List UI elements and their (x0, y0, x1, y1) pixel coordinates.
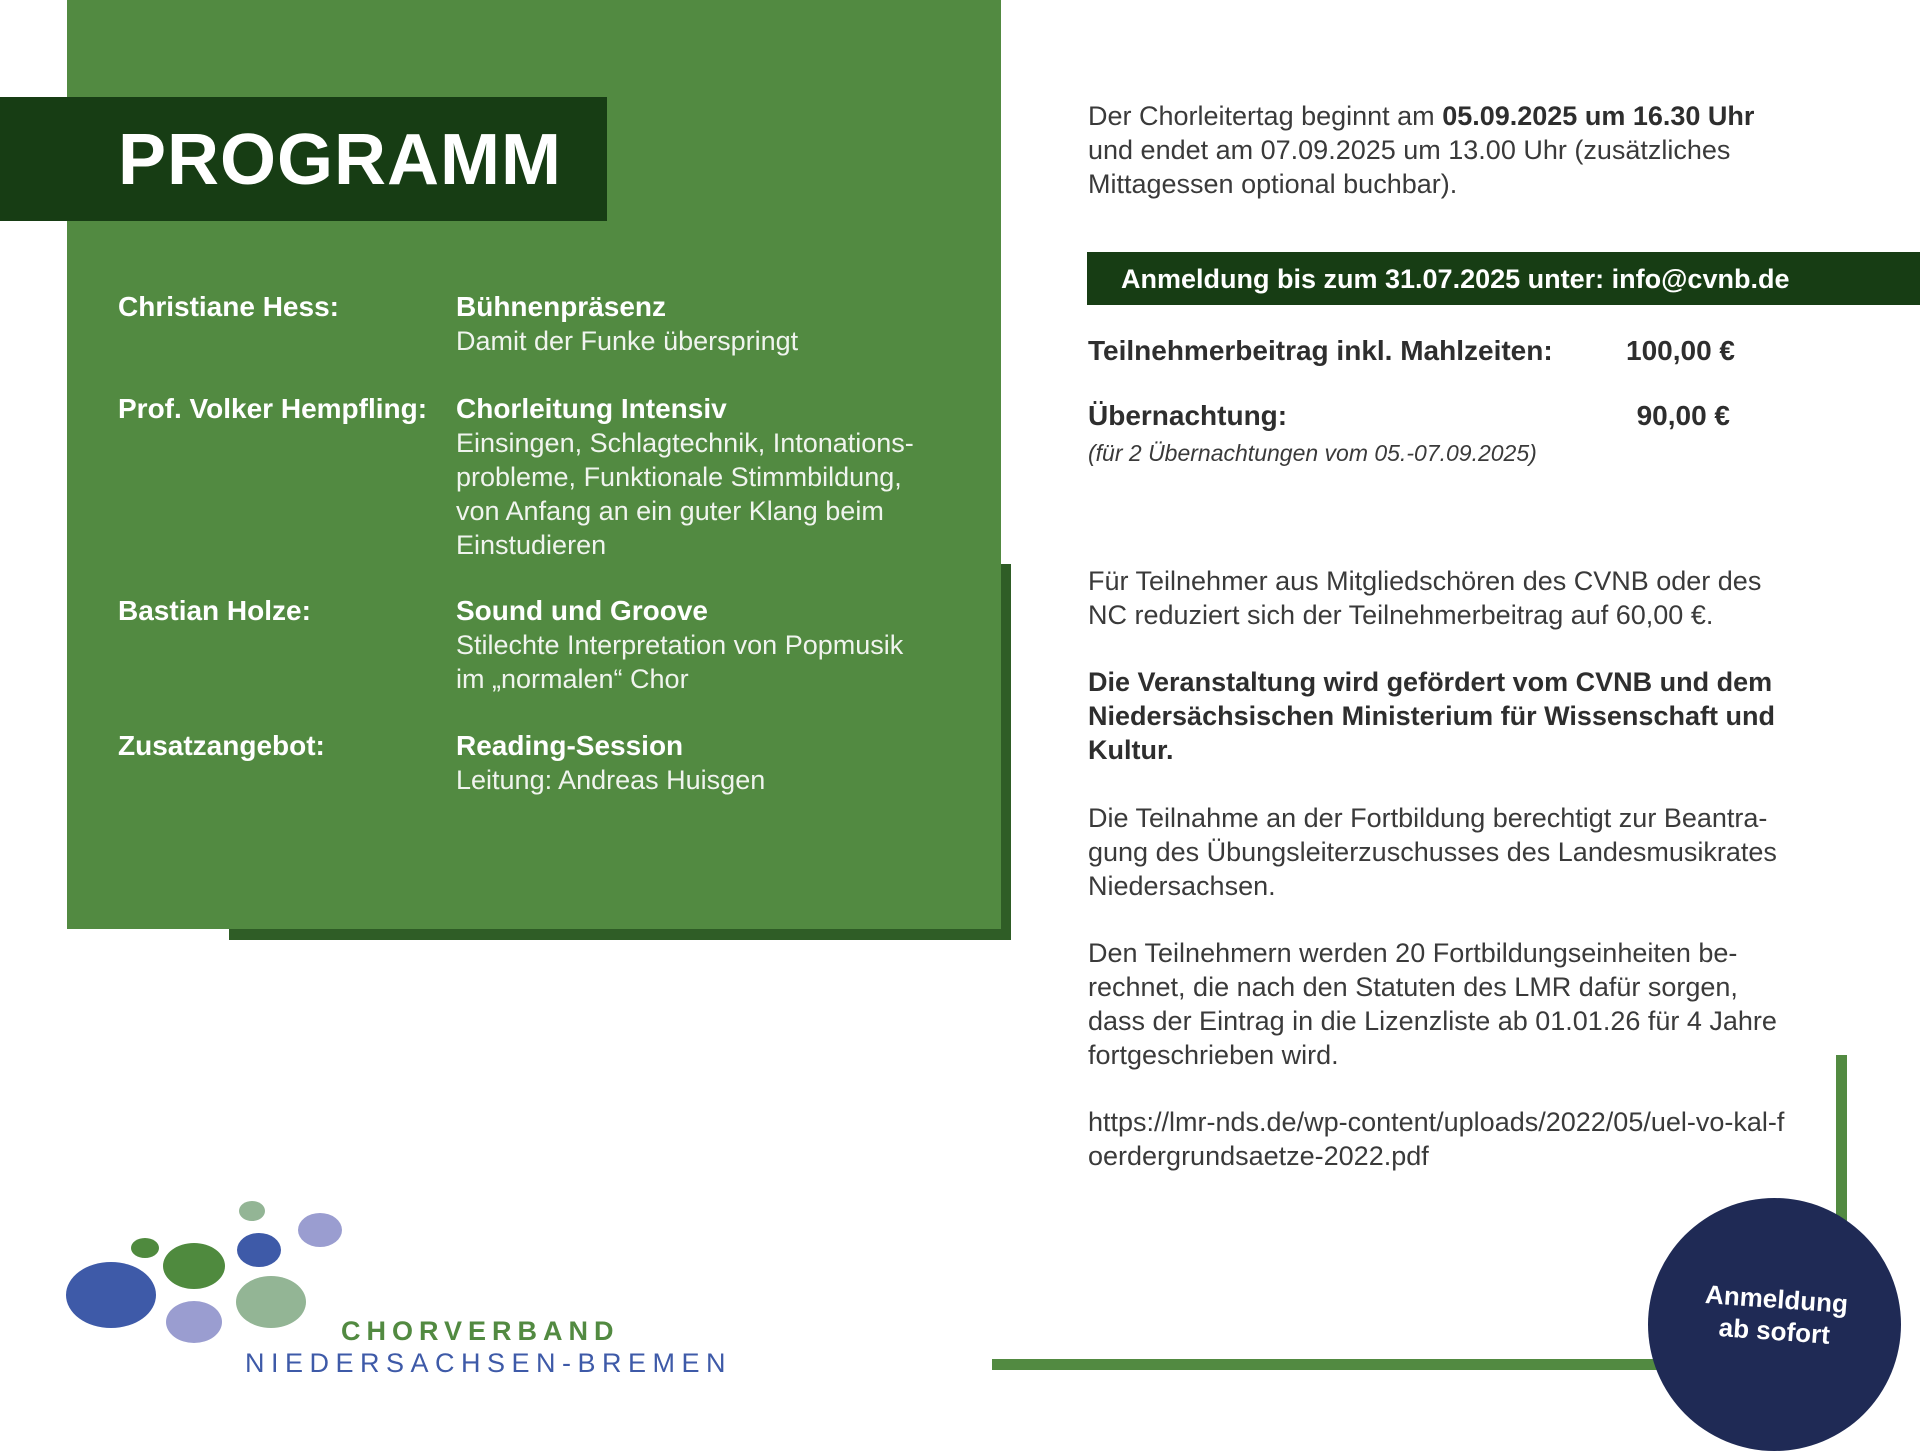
program-entry (456, 594, 926, 696)
registration-text: Anmeldung bis zum 31.07.2025 unter: info@cvnb.de (1121, 264, 1790, 294)
program-entry (456, 392, 926, 562)
speaker-label: Bastian Holze: (118, 595, 311, 626)
units-text: Den Teilnehmern werden 20 Fortbildungseinheiten be-rechnet, die nach den Statuten des LMR dafür sorgen, dass der Eintrag in die Lizenzliste ab 01.01.26 für 4 Jahre fortgeschrieben wird. (1088, 938, 1777, 1070)
badge-text[interactable]: Anmeldung ab sofort (1704, 1279, 1849, 1350)
program-entry (456, 729, 936, 797)
logo-text: NIEDERSACHSEN-BREMEN (245, 1348, 733, 1378)
topic-title: Sound und Groove (456, 595, 708, 626)
choir-association-logo (60, 1190, 360, 1350)
topic-description: Leitung: Andreas Huisgen (456, 765, 766, 795)
fee-value: 100,00 € (1626, 335, 1735, 366)
topic-description: Einsingen, Schlagtechnik, Intonations-probleme, Funktionale Stimmbildung, von Anfang an ein guter Klang beim Einstudieren (456, 428, 914, 560)
info-link[interactable]: https://lmr-nds.de/wp-content/uploads/2022/05/uel-vo-kal-foerdergrundsaetze-2022.pdf (1088, 1107, 1785, 1171)
topic-title: Chorleitung Intensiv (456, 393, 727, 424)
reduced-fee-text: Für Teilnehmer aus Mitgliedschören des CVNB oder des NC reduziert sich der Teilnehmerbeitrag auf 60,00 €. (1088, 566, 1762, 630)
funding-text: Die Veranstaltung wird gefördert vom CVNB und dem Niedersächsischen Ministerium für Wissenschaft und Kultur. (1088, 667, 1775, 765)
topic-title: Bühnenpräsenz (456, 291, 667, 322)
fee-note: (für 2 Übernachtungen vom 05.-07.09.2025) (1088, 440, 1537, 466)
intro-text: Der Chorleitertag beginnt am 05.09.2025 um 16.30 Uhr und endet am 07.09.2025 um 13.00 Uhr (zusätzliches Mittagessen optional buchbar). (1088, 101, 1755, 199)
topic-title: Reading-Session (456, 730, 684, 761)
fee-value: 90,00 € (1636, 400, 1730, 431)
speaker-label: Christiane Hess: (118, 291, 339, 322)
program-entry (456, 290, 936, 358)
speaker-label: Prof. Volker Hempfling: (118, 393, 428, 424)
fee-label: Teilnehmerbeitrag inkl. Mahlzeiten: (1088, 335, 1553, 366)
logo-text: CHORVERBAND (341, 1316, 620, 1346)
topic-description: Damit der Funke überspringt (456, 326, 799, 356)
eligibility-text: Die Teilnahme an der Fortbildung berechtigt zur Beantra-gung des Übungsleiterzuschusses des Landesmusikrates Niedersachsen. (1088, 803, 1777, 901)
page-title: PROGRAMM (118, 120, 562, 200)
fee-label: Übernachtung: (1088, 400, 1288, 431)
topic-description: Stilechte Interpretation von Popmusik im „normalen“ Chor (456, 630, 904, 694)
speaker-label: Zusatzangebot: (118, 730, 325, 761)
